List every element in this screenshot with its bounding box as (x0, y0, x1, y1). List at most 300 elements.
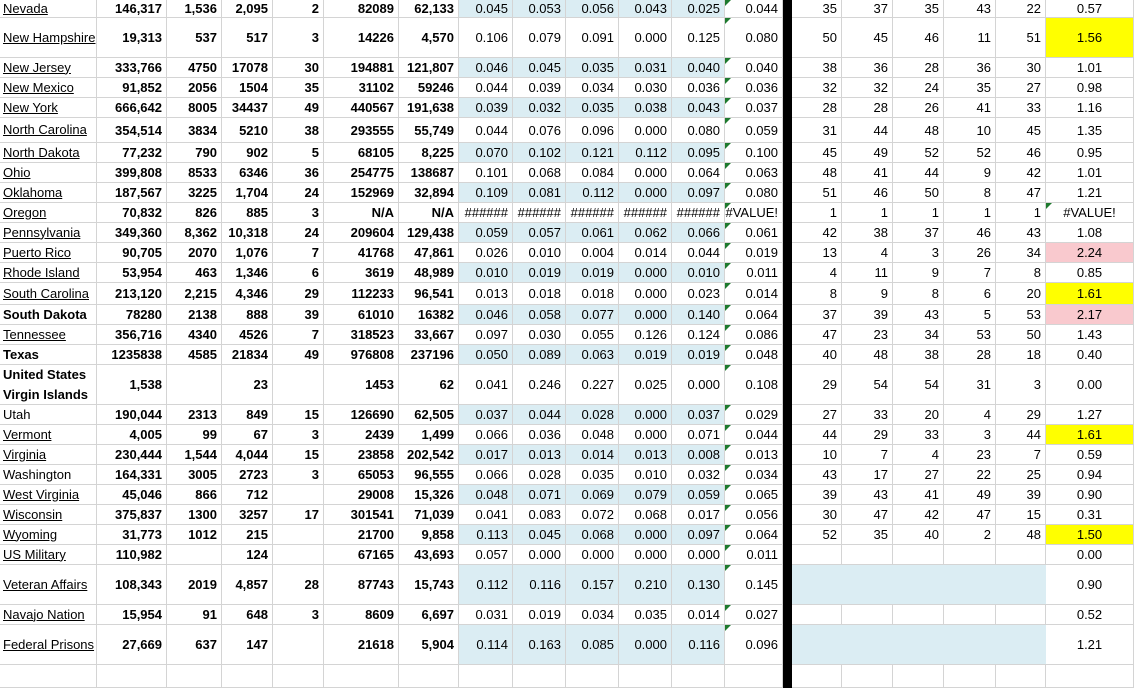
rank-cell[interactable]: 44 (792, 425, 842, 444)
rank-cell[interactable]: 32 (792, 78, 842, 97)
count-cell[interactable]: 8533 (167, 163, 222, 182)
rate-cell[interactable]: 0.227 (566, 365, 619, 404)
count-cell[interactable]: 6,697 (399, 605, 459, 624)
rank-cell[interactable] (893, 545, 944, 564)
rank-cell[interactable] (792, 605, 842, 624)
rate-cell[interactable]: 0.014 (672, 605, 725, 624)
rank-cell[interactable]: 2 (944, 525, 996, 544)
rate-cell[interactable]: 0.013 (459, 283, 513, 304)
count-cell[interactable]: 35 (273, 78, 324, 97)
rank-cell[interactable]: 53 (996, 305, 1046, 324)
rank-cell[interactable]: 24 (893, 78, 944, 97)
rank-cell[interactable] (944, 665, 996, 687)
count-cell[interactable]: 9,858 (399, 525, 459, 544)
average-cell[interactable] (725, 78, 783, 97)
rank-cell[interactable]: 3 (944, 425, 996, 444)
count-cell[interactable]: 637 (167, 625, 222, 664)
rank-cell[interactable]: 26 (944, 243, 996, 262)
rank-cell[interactable]: 43 (893, 305, 944, 324)
rank-cell[interactable]: 54 (893, 365, 944, 404)
average-cell[interactable] (725, 365, 783, 404)
count-cell[interactable]: 147 (222, 625, 273, 664)
count-cell[interactable]: 213,120 (97, 283, 167, 304)
average-cell[interactable] (725, 183, 783, 202)
count-cell[interactable]: 1235838 (97, 345, 167, 364)
state-link[interactable]: West Virginia (3, 486, 80, 502)
rank-cell[interactable]: 25 (996, 465, 1046, 484)
count-cell[interactable]: 191,638 (399, 98, 459, 117)
count-cell[interactable]: 17078 (222, 58, 273, 77)
state-name-cell[interactable] (0, 0, 97, 17)
state-name-cell[interactable] (0, 98, 97, 117)
count-cell[interactable]: 129,438 (399, 223, 459, 242)
rate-cell[interactable]: 0.112 (619, 143, 672, 162)
rank-cell[interactable]: 1 (792, 203, 842, 222)
state-name-cell[interactable] (0, 223, 97, 242)
rank-cell[interactable]: 9 (842, 283, 893, 304)
rank-cell[interactable] (842, 545, 893, 564)
rank-cell[interactable] (996, 605, 1046, 624)
count-cell[interactable]: 32,894 (399, 183, 459, 202)
rank-cell[interactable]: 4 (792, 263, 842, 282)
average-cell[interactable] (725, 263, 783, 282)
state-name-cell[interactable] (0, 143, 97, 162)
rate-cell[interactable]: 0.000 (619, 18, 672, 57)
rate-cell[interactable]: 0.113 (459, 525, 513, 544)
count-cell[interactable]: 67 (222, 425, 273, 444)
rank-cell[interactable]: 34 (893, 325, 944, 344)
count-cell[interactable]: 62,133 (399, 0, 459, 17)
rate-cell[interactable]: 0.068 (619, 505, 672, 524)
rank-cell[interactable]: 48 (996, 525, 1046, 544)
count-cell[interactable]: 2439 (324, 425, 399, 444)
count-cell[interactable]: 38 (273, 118, 324, 142)
count-cell[interactable]: 70,832 (97, 203, 167, 222)
rank-cell[interactable]: 51 (996, 18, 1046, 57)
rate-cell[interactable]: 0.014 (619, 243, 672, 262)
count-cell[interactable]: 47,861 (399, 243, 459, 262)
count-cell[interactable]: 7 (273, 325, 324, 344)
count-cell[interactable]: 39 (273, 305, 324, 324)
rate-cell[interactable]: 0.080 (672, 118, 725, 142)
rate-cell[interactable]: 0.000 (619, 425, 672, 444)
count-cell[interactable]: 4,005 (97, 425, 167, 444)
state-link[interactable]: Nevada (3, 0, 48, 16)
count-cell[interactable]: 164,331 (97, 465, 167, 484)
count-cell[interactable]: 4750 (167, 58, 222, 77)
count-cell[interactable]: 976808 (324, 345, 399, 364)
ratio-cell[interactable]: 1.21 (1046, 625, 1134, 664)
rank-cell[interactable]: 1 (996, 203, 1046, 222)
state-link[interactable]: Virginia (3, 446, 47, 462)
rate-cell[interactable]: 0.041 (459, 365, 513, 404)
count-cell[interactable]: 885 (222, 203, 273, 222)
rank-cell[interactable]: 26 (893, 98, 944, 117)
state-name-cell[interactable] (0, 58, 97, 77)
rate-cell[interactable]: 0.000 (619, 163, 672, 182)
count-cell[interactable]: 112233 (324, 283, 399, 304)
rank-cell[interactable]: 17 (842, 465, 893, 484)
rate-cell[interactable]: 0.000 (619, 405, 672, 424)
rank-cell[interactable]: 4 (893, 445, 944, 464)
rate-cell[interactable]: 0.163 (513, 625, 566, 664)
rank-cell[interactable] (893, 605, 944, 624)
count-cell[interactable]: 8,362 (167, 223, 222, 242)
count-cell[interactable]: 87743 (324, 565, 399, 604)
count-cell[interactable]: 62 (399, 365, 459, 404)
count-cell[interactable]: 463 (167, 263, 222, 282)
count-cell[interactable]: 15,954 (97, 605, 167, 624)
count-cell[interactable]: 190,044 (97, 405, 167, 424)
count-cell[interactable]: 1,499 (399, 425, 459, 444)
state-name-cell[interactable] (0, 203, 97, 222)
average-cell[interactable] (725, 625, 783, 664)
rate-cell[interactable]: 0.077 (566, 305, 619, 324)
rank-cell[interactable]: 8 (944, 183, 996, 202)
rank-cell[interactable]: 43 (996, 223, 1046, 242)
count-cell[interactable] (273, 545, 324, 564)
rate-cell[interactable]: 0.000 (672, 365, 725, 404)
count-cell[interactable]: 31,773 (97, 525, 167, 544)
count-cell[interactable]: 90,705 (97, 243, 167, 262)
rank-cell[interactable]: 28 (944, 345, 996, 364)
count-cell[interactable]: 349,360 (97, 223, 167, 242)
rate-cell[interactable]: 0.019 (513, 263, 566, 282)
ratio-cell[interactable]: 1.43 (1046, 325, 1134, 344)
count-cell[interactable]: 21700 (324, 525, 399, 544)
ratio-cell[interactable]: 0.00 (1046, 545, 1134, 564)
rank-cell[interactable]: 45 (996, 118, 1046, 142)
rank-cell[interactable] (944, 605, 996, 624)
rate-cell[interactable]: 0.045 (513, 525, 566, 544)
rate-cell[interactable]: 0.000 (672, 545, 725, 564)
rate-cell[interactable]: 0.008 (672, 445, 725, 464)
average-cell[interactable] (725, 505, 783, 524)
rate-cell[interactable]: 0.079 (513, 18, 566, 57)
rate-cell[interactable]: 0.071 (672, 425, 725, 444)
state-name-cell[interactable] (0, 365, 97, 404)
count-cell[interactable]: 4,044 (222, 445, 273, 464)
count-cell[interactable]: N/A (399, 203, 459, 222)
rate-cell[interactable]: 0.064 (672, 163, 725, 182)
ratio-cell[interactable]: 1.01 (1046, 58, 1134, 77)
rate-cell[interactable]: 0.032 (672, 465, 725, 484)
count-cell[interactable]: 152969 (324, 183, 399, 202)
rate-cell[interactable]: 0.048 (459, 485, 513, 504)
average-cell[interactable] (725, 325, 783, 344)
rank-cell[interactable]: 50 (996, 325, 1046, 344)
rank-cell[interactable]: 1 (842, 203, 893, 222)
rank-cell[interactable]: 31 (792, 118, 842, 142)
rank-cell[interactable]: 35 (842, 525, 893, 544)
rate-cell[interactable]: 0.130 (672, 565, 725, 604)
rank-cell[interactable]: 46 (893, 18, 944, 57)
rank-cell[interactable] (842, 625, 893, 664)
average-cell[interactable] (725, 18, 783, 57)
rate-cell[interactable]: 0.053 (513, 0, 566, 17)
count-cell[interactable]: 10,318 (222, 223, 273, 242)
count-cell[interactable]: 23 (222, 365, 273, 404)
rate-cell[interactable]: 0.246 (513, 365, 566, 404)
rank-cell[interactable] (996, 625, 1046, 664)
rank-cell[interactable]: 36 (842, 58, 893, 77)
ratio-cell[interactable]: 0.98 (1046, 78, 1134, 97)
count-cell[interactable]: 3834 (167, 118, 222, 142)
count-cell[interactable]: 5,904 (399, 625, 459, 664)
count-cell[interactable]: 8609 (324, 605, 399, 624)
count-cell[interactable]: 15 (273, 445, 324, 464)
state-link[interactable]: South Carolina (3, 285, 89, 301)
rate-cell[interactable]: 0.096 (566, 118, 619, 142)
ratio-cell[interactable]: 1.01 (1046, 163, 1134, 182)
rate-cell[interactable]: 0.032 (513, 98, 566, 117)
rank-cell[interactable]: 10 (944, 118, 996, 142)
rank-cell[interactable]: 27 (996, 78, 1046, 97)
rate-cell[interactable]: 0.034 (566, 78, 619, 97)
rate-cell[interactable]: 0.010 (459, 263, 513, 282)
rate-cell[interactable]: 0.044 (672, 243, 725, 262)
rank-cell[interactable]: 34 (996, 243, 1046, 262)
count-cell[interactable]: 82089 (324, 0, 399, 17)
rank-cell[interactable]: 49 (842, 143, 893, 162)
rank-cell[interactable]: 36 (944, 58, 996, 77)
state-name-cell[interactable] (0, 263, 97, 282)
average-cell[interactable] (725, 243, 783, 262)
average-cell[interactable] (725, 425, 783, 444)
count-cell[interactable]: 15,743 (399, 565, 459, 604)
rate-cell[interactable]: 0.125 (672, 18, 725, 57)
count-cell[interactable]: 17 (273, 505, 324, 524)
count-cell[interactable]: 293555 (324, 118, 399, 142)
rank-cell[interactable]: 48 (893, 118, 944, 142)
count-cell[interactable]: 902 (222, 143, 273, 162)
count-cell[interactable]: 14226 (324, 18, 399, 57)
count-cell[interactable]: 712 (222, 485, 273, 504)
rank-cell[interactable]: 30 (792, 505, 842, 524)
count-cell[interactable]: 91 (167, 605, 222, 624)
count-cell[interactable]: 3225 (167, 183, 222, 202)
rank-cell[interactable]: 44 (996, 425, 1046, 444)
rate-cell[interactable]: 0.019 (619, 345, 672, 364)
count-cell[interactable]: 2,095 (222, 0, 273, 17)
count-cell[interactable]: 2138 (167, 305, 222, 324)
state-link[interactable]: North Dakota (3, 144, 80, 160)
ratio-cell[interactable]: 0.59 (1046, 445, 1134, 464)
count-cell[interactable]: 888 (222, 305, 273, 324)
count-cell[interactable]: 318523 (324, 325, 399, 344)
ratio-cell[interactable]: 1.27 (1046, 405, 1134, 424)
ratio-cell[interactable]: 1.35 (1046, 118, 1134, 142)
rank-cell[interactable] (842, 565, 893, 604)
ratio-cell[interactable]: 0.40 (1046, 345, 1134, 364)
rank-cell[interactable]: 48 (792, 163, 842, 182)
rank-cell[interactable]: 27 (893, 465, 944, 484)
rank-cell[interactable]: 5 (944, 305, 996, 324)
rate-cell[interactable]: 0.066 (672, 223, 725, 242)
count-cell[interactable]: 648 (222, 605, 273, 624)
rank-cell[interactable]: 29 (842, 425, 893, 444)
rate-cell[interactable]: 0.044 (459, 78, 513, 97)
average-cell[interactable] (725, 445, 783, 464)
count-cell[interactable]: 29 (273, 283, 324, 304)
average-cell[interactable] (725, 203, 783, 222)
rate-cell[interactable]: 0.112 (566, 183, 619, 202)
state-name-cell[interactable] (0, 665, 97, 687)
rank-cell[interactable]: 1 (944, 203, 996, 222)
count-cell[interactable]: 301541 (324, 505, 399, 524)
count-cell[interactable]: 96,541 (399, 283, 459, 304)
rate-cell[interactable]: 0.070 (459, 143, 513, 162)
rank-cell[interactable]: 4 (842, 243, 893, 262)
rank-cell[interactable]: 6 (944, 283, 996, 304)
ratio-cell[interactable]: 2.17 (1046, 305, 1134, 324)
rank-cell[interactable]: 42 (893, 505, 944, 524)
ratio-cell[interactable]: 0.90 (1046, 485, 1134, 504)
rate-cell[interactable]: 0.025 (672, 0, 725, 17)
count-cell[interactable]: 8005 (167, 98, 222, 117)
rate-cell[interactable]: 0.089 (513, 345, 566, 364)
rate-cell[interactable]: 0.084 (566, 163, 619, 182)
count-cell[interactable]: 4,346 (222, 283, 273, 304)
state-name-cell[interactable] (0, 545, 97, 564)
rank-cell[interactable]: 18 (996, 345, 1046, 364)
rank-cell[interactable]: 11 (944, 18, 996, 57)
rank-cell[interactable] (893, 565, 944, 604)
rate-cell[interactable]: 0.037 (459, 405, 513, 424)
rank-cell[interactable]: 48 (842, 345, 893, 364)
rate-cell[interactable]: 0.028 (566, 405, 619, 424)
count-cell[interactable]: 53,954 (97, 263, 167, 282)
rank-cell[interactable]: 51 (792, 183, 842, 202)
rank-cell[interactable]: 49 (944, 485, 996, 504)
average-cell[interactable] (725, 58, 783, 77)
count-cell[interactable]: 55,749 (399, 118, 459, 142)
state-link[interactable]: New Jersey (3, 59, 71, 75)
rank-cell[interactable]: 33 (893, 425, 944, 444)
average-cell[interactable] (725, 605, 783, 624)
rate-cell[interactable]: ###### (459, 203, 513, 222)
count-cell[interactable]: 6346 (222, 163, 273, 182)
rate-cell[interactable]: 0.106 (459, 18, 513, 57)
count-cell[interactable]: 3257 (222, 505, 273, 524)
rank-cell[interactable]: 43 (944, 0, 996, 17)
state-link[interactable]: Ohio (3, 164, 31, 180)
count-cell[interactable]: 71,039 (399, 505, 459, 524)
count-cell[interactable]: 59246 (399, 78, 459, 97)
rank-cell[interactable]: 52 (893, 143, 944, 162)
count-cell[interactable]: 1300 (167, 505, 222, 524)
count-cell[interactable]: 91,852 (97, 78, 167, 97)
rate-cell[interactable]: ###### (672, 203, 725, 222)
average-cell[interactable] (725, 118, 783, 142)
rate-cell[interactable]: 0.035 (566, 58, 619, 77)
rank-cell[interactable]: 44 (893, 163, 944, 182)
rank-cell[interactable]: 20 (996, 283, 1046, 304)
ratio-cell[interactable]: 0.85 (1046, 263, 1134, 282)
count-cell[interactable]: 356,716 (97, 325, 167, 344)
average-cell[interactable] (725, 305, 783, 324)
rank-cell[interactable]: 52 (944, 143, 996, 162)
rate-cell[interactable]: 0.059 (672, 485, 725, 504)
count-cell[interactable]: 16382 (399, 305, 459, 324)
rank-cell[interactable]: 9 (944, 163, 996, 182)
rate-cell[interactable]: 0.000 (619, 183, 672, 202)
rank-cell[interactable]: 7 (944, 263, 996, 282)
count-cell[interactable]: 237196 (399, 345, 459, 364)
rate-cell[interactable]: 0.058 (513, 305, 566, 324)
state-link[interactable]: Navajo Nation (3, 606, 85, 622)
rank-cell[interactable] (944, 545, 996, 564)
ratio-cell[interactable]: 0.94 (1046, 465, 1134, 484)
rank-cell[interactable]: 20 (893, 405, 944, 424)
rank-cell[interactable]: 27 (792, 405, 842, 424)
count-cell[interactable]: 108,343 (97, 565, 167, 604)
count-cell[interactable] (273, 665, 324, 687)
count-cell[interactable]: 1504 (222, 78, 273, 97)
count-cell[interactable]: N/A (324, 203, 399, 222)
rate-cell[interactable]: 0.038 (619, 98, 672, 117)
count-cell[interactable]: 21618 (324, 625, 399, 664)
rate-cell[interactable]: 0.126 (619, 325, 672, 344)
state-name-cell[interactable] (0, 485, 97, 504)
count-cell[interactable]: 1012 (167, 525, 222, 544)
rank-cell[interactable]: 31 (944, 365, 996, 404)
rank-cell[interactable] (792, 545, 842, 564)
state-link[interactable]: Rhode Island (3, 264, 80, 280)
rate-cell[interactable]: 0.026 (459, 243, 513, 262)
state-link[interactable]: Oregon (3, 204, 47, 220)
count-cell[interactable]: 28 (273, 565, 324, 604)
state-name-cell[interactable] (0, 118, 97, 142)
rank-cell[interactable]: 35 (792, 0, 842, 17)
count-cell[interactable]: 202,542 (399, 445, 459, 464)
ratio-cell[interactable]: 0.31 (1046, 505, 1134, 524)
count-cell[interactable]: 2019 (167, 565, 222, 604)
count-cell[interactable]: 537 (167, 18, 222, 57)
rank-cell[interactable]: 28 (842, 98, 893, 117)
rate-cell[interactable] (566, 665, 619, 687)
rate-cell[interactable]: 0.043 (672, 98, 725, 117)
count-cell[interactable]: 666,642 (97, 98, 167, 117)
count-cell[interactable]: 34437 (222, 98, 273, 117)
count-cell[interactable]: 4,857 (222, 565, 273, 604)
average-cell[interactable] (725, 565, 783, 604)
state-name-cell[interactable] (0, 18, 97, 57)
count-cell[interactable]: 49 (273, 98, 324, 117)
count-cell[interactable]: 61010 (324, 305, 399, 324)
rate-cell[interactable]: 0.085 (566, 625, 619, 664)
state-name-cell[interactable] (0, 465, 97, 484)
average-cell[interactable] (725, 465, 783, 484)
count-cell[interactable]: 194881 (324, 58, 399, 77)
count-cell[interactable]: 517 (222, 18, 273, 57)
count-cell[interactable] (273, 365, 324, 404)
state-name-cell[interactable] (0, 183, 97, 202)
state-name-cell[interactable] (0, 163, 97, 182)
rank-cell[interactable] (893, 665, 944, 687)
count-cell[interactable]: 2,215 (167, 283, 222, 304)
count-cell[interactable]: 4340 (167, 325, 222, 344)
state-link[interactable]: Wyoming (3, 526, 58, 542)
count-cell[interactable]: 67165 (324, 545, 399, 564)
rank-cell[interactable]: 29 (792, 365, 842, 404)
average-cell[interactable] (725, 485, 783, 504)
rate-cell[interactable]: 0.076 (513, 118, 566, 142)
count-cell[interactable]: 5 (273, 143, 324, 162)
rank-cell[interactable]: 22 (996, 0, 1046, 17)
ratio-cell[interactable]: 0.52 (1046, 605, 1134, 624)
rank-cell[interactable] (996, 545, 1046, 564)
